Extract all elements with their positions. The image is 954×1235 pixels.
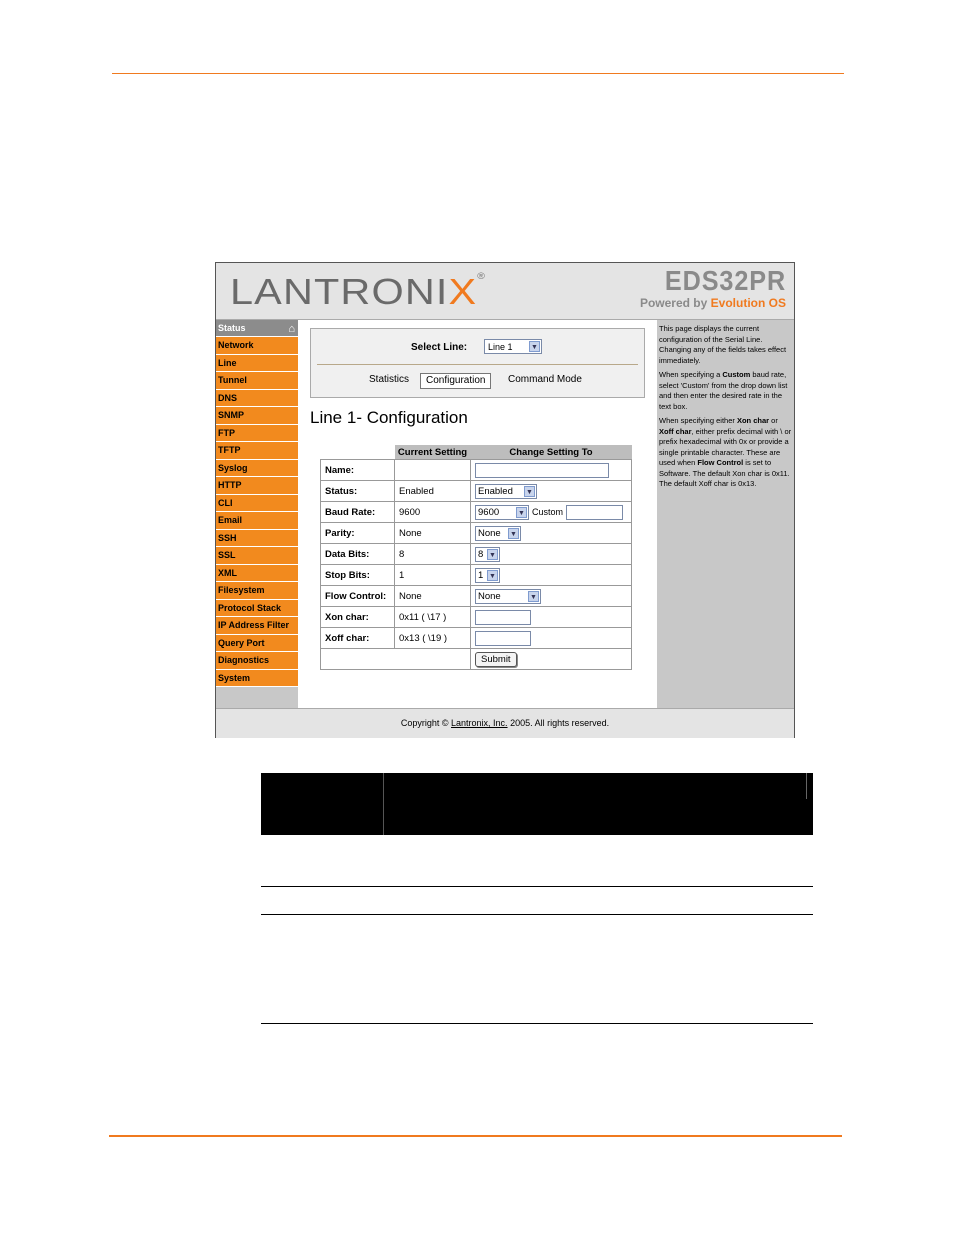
- table-row: [321, 649, 632, 670]
- help-panel: [657, 320, 794, 708]
- table-row: Xon char: 0x11 ( \17 ): [321, 607, 632, 628]
- sidebar-item-system[interactable]: System: [216, 670, 298, 688]
- page-title: Line 1- Configuration: [310, 408, 468, 427]
- tab-statistics[interactable]: Statistics: [369, 374, 410, 385]
- line-selector-panel: [310, 328, 645, 398]
- divider: [383, 773, 384, 835]
- sidebar-item-http[interactable]: HTTP: [216, 477, 298, 495]
- sidebar-item-cli[interactable]: CLI: [216, 495, 298, 513]
- lantronix-logo: LANTRONIX®: [230, 271, 487, 312]
- sidebar-item-diagnostics[interactable]: Diagnostics: [216, 652, 298, 670]
- footer: Copyright © Lantronix, Inc. 2005. All rights reserved.: [216, 708, 794, 738]
- table-row: Flow Control: None None ▼: [321, 586, 632, 607]
- divider: [317, 364, 638, 365]
- table-row: Stop Bits: 1 1 ▼: [321, 565, 632, 586]
- sidebar-item-tftp[interactable]: TFTP: [216, 442, 298, 460]
- help-text: This page displays the current configuration of the Serial Line. Changing any of the fields takes effect immediately.: [659, 324, 787, 365]
- parity-select[interactable]: None ▼: [475, 526, 521, 541]
- sidebar-item-query-port[interactable]: Query Port: [216, 635, 298, 653]
- table-row: Name:: [321, 460, 632, 481]
- custom-baud-input[interactable]: [566, 505, 623, 520]
- col-current-header: Current Setting: [395, 445, 471, 460]
- home-icon[interactable]: ⌂: [288, 323, 295, 335]
- lantronix-link[interactable]: Lantronix, Inc.: [451, 718, 508, 728]
- status-select[interactable]: Enabled ▼: [475, 484, 537, 499]
- sidebar-item-filesystem[interactable]: Filesystem: [216, 582, 298, 600]
- app-header: [216, 263, 794, 320]
- page-bottom-rule: [109, 1135, 842, 1137]
- stop-bits-select[interactable]: 1 ▼: [475, 568, 500, 583]
- divider: [806, 773, 807, 799]
- sidebar-item-ftp[interactable]: FTP: [216, 425, 298, 443]
- custom-label: Custom: [532, 507, 564, 517]
- chevron-down-icon: ▼: [528, 591, 539, 602]
- help-text: When specifying either Xon char or Xoff char, either prefix decimal with \ or prefix hexadecimal with 0x or provide a single printable character. These are used when Flow Control is set to Software. The default Xon char is 0x11. The default Xoff char is 0x13.: [659, 416, 792, 488]
- chevron-down-icon: ▼: [487, 549, 498, 560]
- sidebar-item-email[interactable]: Email: [216, 512, 298, 530]
- chevron-down-icon: ▼: [516, 507, 527, 518]
- main-content: [298, 320, 657, 708]
- doc-table-rule: [261, 886, 813, 887]
- xon-char-input[interactable]: [475, 610, 531, 625]
- help-text: When specifying a Custom baud rate, select 'Custom' from the drop down list and then enter the desired rate in the text box.: [659, 370, 788, 411]
- sidebar-item-network[interactable]: Network: [216, 337, 298, 355]
- page-top-rule: [112, 73, 844, 74]
- sidebar-item-xml[interactable]: XML: [216, 565, 298, 583]
- chevron-down-icon: ▼: [524, 486, 535, 497]
- sidebar-item-dns[interactable]: DNS: [216, 390, 298, 408]
- chevron-down-icon: ▼: [529, 341, 540, 352]
- select-line-dropdown[interactable]: Line 1 ▼: [484, 339, 542, 354]
- tab-command-mode[interactable]: Command Mode: [508, 374, 582, 385]
- browser-screenshot: [215, 262, 795, 738]
- table-row: Data Bits: 8 8 ▼: [321, 544, 632, 565]
- table-row: Baud Rate: 9600 9600 ▼ Custom: [321, 502, 632, 523]
- sidebar-item-tunnel[interactable]: Tunnel: [216, 372, 298, 390]
- sidebar-item-syslog[interactable]: Syslog: [216, 460, 298, 478]
- product-branding: [640, 267, 786, 310]
- sidebar-item-ip-address-filter[interactable]: IP Address Filter: [216, 617, 298, 635]
- doc-table-rule: [261, 914, 813, 915]
- sidebar-item-snmp[interactable]: SNMP: [216, 407, 298, 425]
- name-input[interactable]: [475, 463, 609, 478]
- table-row: Parity: None None ▼: [321, 523, 632, 544]
- chevron-down-icon: ▼: [487, 570, 498, 581]
- flow-control-select[interactable]: None ▼: [475, 589, 541, 604]
- data-bits-select[interactable]: 8 ▼: [475, 547, 500, 562]
- doc-table-header: [261, 773, 813, 835]
- doc-table-rule: [261, 1023, 813, 1024]
- powered-by: Powered by Evolution OS: [639, 296, 786, 310]
- sidebar-item-status[interactable]: Status ⌂: [216, 320, 298, 337]
- tab-configuration[interactable]: Configuration: [420, 373, 491, 389]
- table-row: Xoff char: 0x13 ( \19 ): [321, 628, 632, 649]
- tab-bar: [311, 373, 644, 389]
- sidebar-item-line[interactable]: Line: [216, 355, 298, 373]
- sidebar-item-ssl[interactable]: SSL: [216, 547, 298, 565]
- col-change-header: Change Setting To: [471, 445, 632, 460]
- chevron-down-icon: ▼: [508, 528, 519, 539]
- config-table: [320, 445, 632, 670]
- baud-rate-select[interactable]: 9600 ▼: [475, 505, 529, 520]
- sidebar-item-ssh[interactable]: SSH: [216, 530, 298, 548]
- xoff-char-input[interactable]: [475, 631, 531, 646]
- sidebar-item-protocol-stack[interactable]: Protocol Stack: [216, 600, 298, 618]
- sidebar-nav: [216, 320, 298, 708]
- table-row: Status: Enabled Enabled ▼: [321, 481, 632, 502]
- product-name: EDS32PR: [664, 265, 786, 296]
- select-line-label: Select Line:: [411, 342, 468, 353]
- submit-button[interactable]: Submit: [475, 652, 517, 667]
